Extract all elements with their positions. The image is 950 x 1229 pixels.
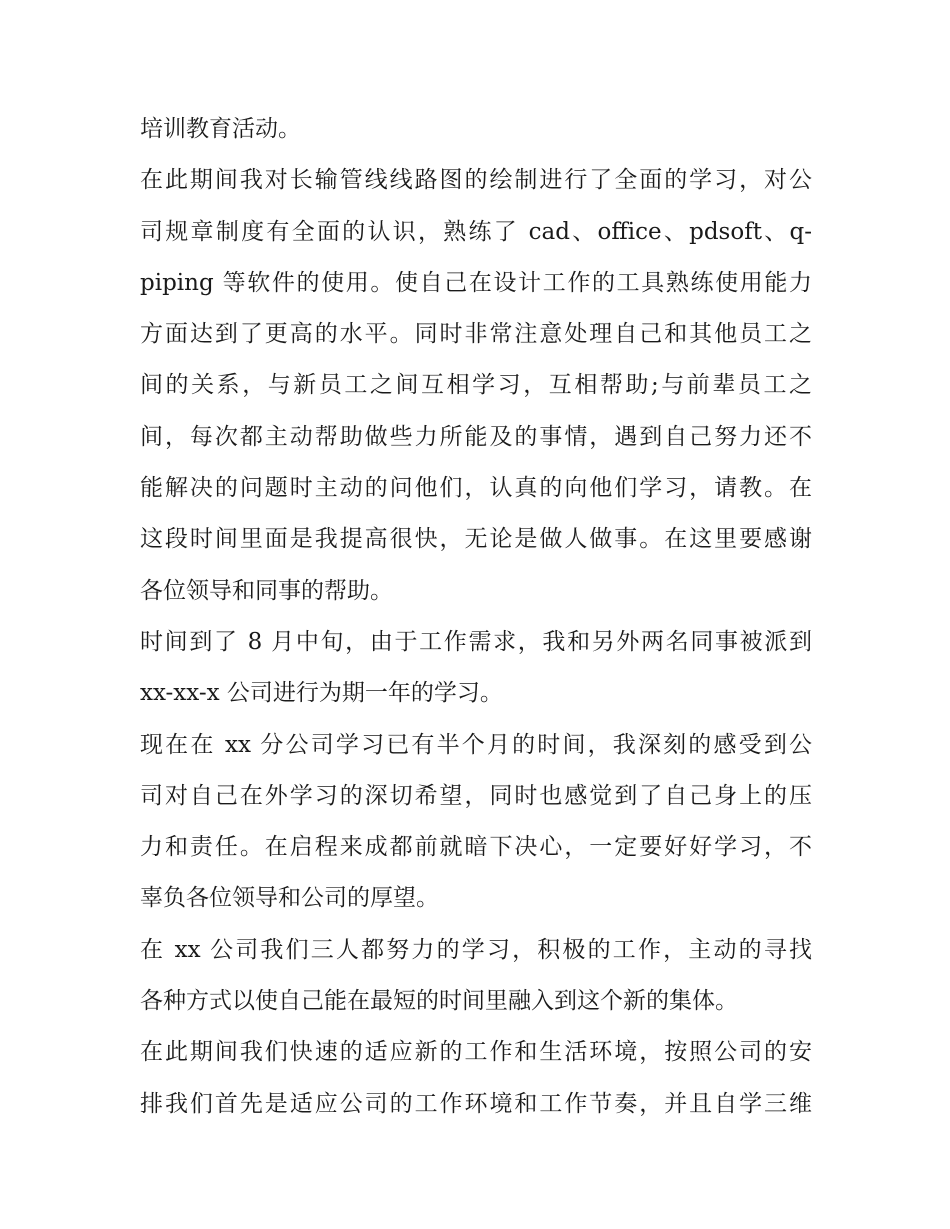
text-line: piping 等软件的使用。使自己在设计工作的工具熟练使用能力 <box>140 269 812 296</box>
text-line: 培训教育活动。 <box>140 116 301 142</box>
text-line: 现在在 xx 分公司学习已有半个月的时间，我深刻的感受到公 <box>140 731 812 758</box>
document-body <box>140 104 812 1130</box>
text-line: 司对自己在外学习的深切希望，同时也感觉到了自己身上的压 <box>140 782 812 809</box>
text-line: 时间到了 8 月中旬，由于工作需求，我和另外两名同事被派到 <box>140 628 812 655</box>
text-line: 这段时间里面是我提高很快，无论是做人做事。在这里要感谢 <box>140 526 812 553</box>
text-line: 各种方式以使自己能在最短的时间里融入到这个新的集体。 <box>140 988 738 1015</box>
text-line: 间，每次都主动帮助做些力所能及的事情，遇到自己努力还不 <box>140 423 812 450</box>
text-line: 辜负各位领导和公司的厚望。 <box>140 885 439 912</box>
text-line: 在此期间我们快速的适应新的工作和生活环境，按照公司的安 <box>140 1039 812 1066</box>
text-line: 在 xx 公司我们三人都努力的学习，积极的工作，主动的寻找 <box>140 936 812 963</box>
text-line: 能解决的问题时主动的问他们，认真的向他们学习，请教。在 <box>140 475 812 502</box>
text-line: 在此期间我对长输管线线路图的绘制进行了全面的学习，对公 <box>140 167 812 194</box>
text-line: 司规章制度有全面的认识，熟练了 cad、office、pdsoft、q- <box>140 218 812 245</box>
text-line: 间的关系，与新员工之间互相学习，互相帮助;与前辈员工之 <box>140 372 812 399</box>
text-line: 排我们首先是适应公司的工作环境和工作节奏，并且自学三维 <box>140 1090 812 1117</box>
text-line: xx-xx-x 公司进行为期一年的学习。 <box>140 680 503 707</box>
text-line: 各位领导和同事的帮助。 <box>140 577 393 604</box>
text-line: 力和责任。在启程来成都前就暗下决心，一定要好好学习，不 <box>140 834 812 861</box>
text-line: 方面达到了更高的水平。同时非常注意处理自己和其他员工之 <box>140 321 812 348</box>
